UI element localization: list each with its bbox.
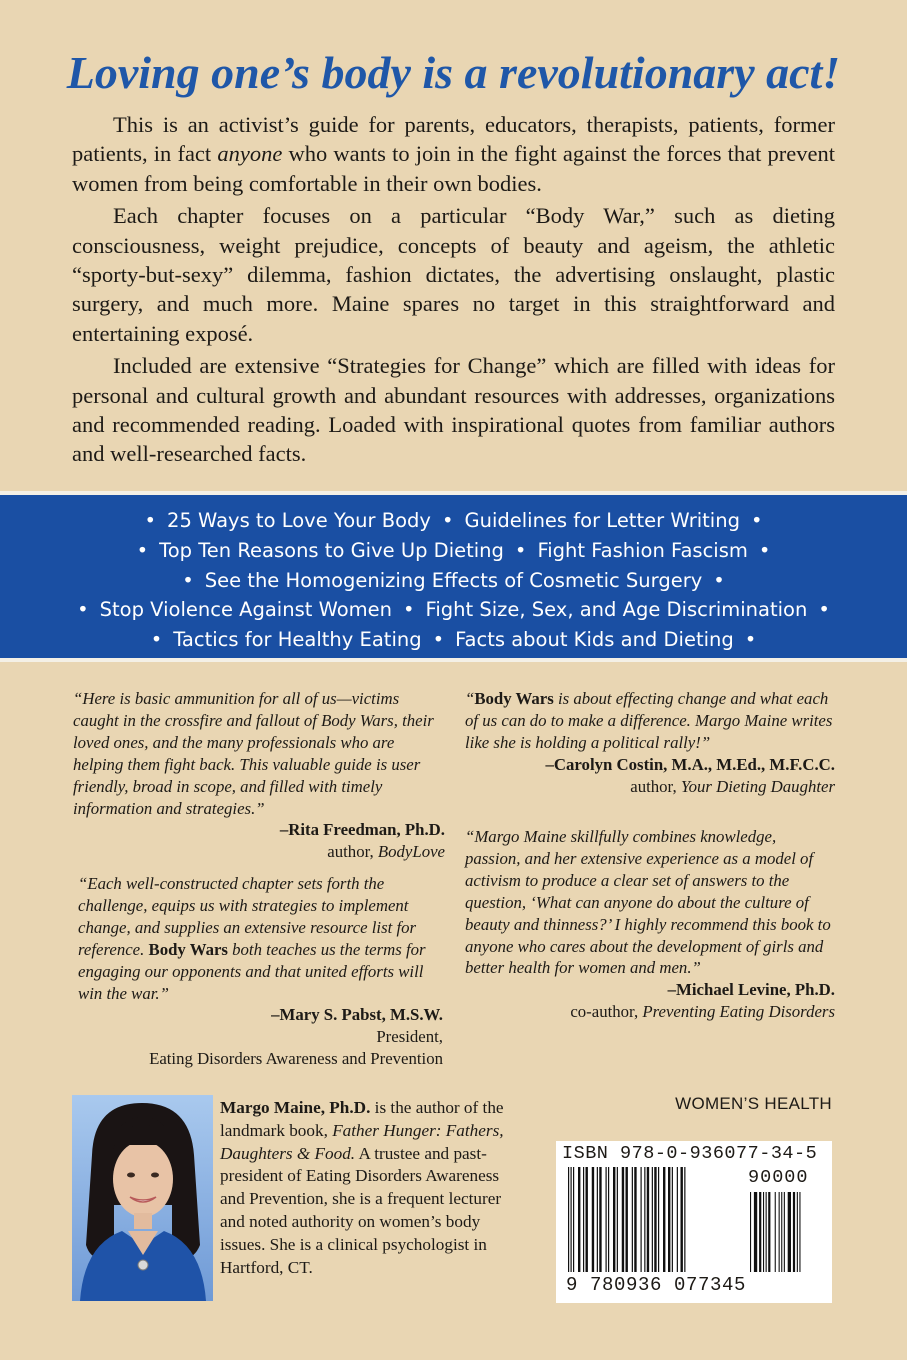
isbn-barcode — [556, 1141, 832, 1303]
features-line: • 25 Ways to Love Your Body • Guidelines for Letter Writing • — [144, 509, 763, 532]
quote-text: “Body Wars is about effecting change and what each of us can do to make a difference. Margo Maine writes like she is holding a political rally!” — [465, 689, 833, 752]
endorsement-costin — [465, 688, 835, 798]
features-line: • Stop Violence Against Women • Fight Size, Sex, and Age Discrimination • — [77, 598, 830, 622]
feature-item: Facts about Kids and Dieting — [455, 628, 734, 652]
feature-item: Top Ten Reasons to Give Up Dieting — [159, 538, 504, 562]
features-band — [0, 491, 907, 662]
quote-text: “Margo Maine skillfully combines knowledge, passion, and her extensive experience as a model of activism to produce a clear set of answers to the question, ‘What can anyone do about the culture of beauty and thinness?’ I highly recommend this book to anyone who cares about the development of girls and better health for women and men.” — [465, 827, 831, 978]
endorsement-levine — [465, 826, 835, 1023]
features-line: • Tactics for Healthy Eating • Facts about Kids and Dieting • — [150, 628, 757, 652]
quote-author: –Mary S. Pabst, M.S.W. — [271, 1005, 443, 1025]
feature-item: Fight Fashion Fascism — [537, 538, 748, 562]
quote-affiliation: Eating Disorders Awareness and Prevention — [149, 1049, 443, 1069]
author-photo — [72, 1095, 213, 1301]
intro-paragraph: Each chapter focuses on a particular “Body War,” such as dieting consciousness, weight prejudice, concepts of beauty and ageism, the athletic “sporty-but-sexy” dilemma, fashion dictates, the advertising onslaught, plastic surgery, and much more. Maine spares no target in this straightforward and entertaining exposé. — [72, 203, 835, 346]
feature-item: Fight Size, Sex, and Age Discrimination — [425, 598, 808, 622]
quote-author: –Rita Freedman, Ph.D. — [279, 820, 445, 840]
author-bio: Margo Maine, Ph.D. is the author of the landmark book, Father Hunger: Fathers, Daughters & Food. A trustee and past-president of Eating Disorders Awareness and Prevention, she is a frequent lecturer and noted authority on women’s body issues. She is a clinical psychologist in Hartford, CT. — [220, 1098, 504, 1277]
intro-paragraph: This is an activist’s guide for parents, educators, therapists, patients, former patients, in fact anyone who wants to join in the fight against the forces that prevent women from being comfortable in their own bodies. — [72, 112, 835, 196]
isbn-text: ISBN 978-0-936077-34-5 — [562, 1143, 818, 1164]
feature-item: 25 Ways to Love Your Body — [167, 509, 431, 532]
feature-item: Stop Violence Against Women — [99, 598, 393, 622]
feature-item: Tactics for Healthy Eating — [173, 628, 422, 652]
quote-text: “Each well-constructed chapter sets forth the challenge, equips us with strategies to implement change, and supplies an extensive resource list for reference. Body Wars both teaches us the terms for engaging our opponents and that united efforts will win the war.” — [78, 874, 426, 1003]
price-code: 90000 — [748, 1167, 809, 1188]
intro-paragraph: Included are extensive “Strategies for Change” which are filled with ideas for personal and cultural growth and abundant resources with addresses, organizations and recommended reading. Loaded with inspirational quotes from familiar authors and well-researched facts. — [72, 353, 835, 467]
endorsement-pabst — [78, 873, 443, 1070]
endorsement-freedman — [73, 688, 445, 863]
quote-affiliation: President, — [376, 1027, 443, 1047]
barcode-number: 9 780936 077345 — [566, 1274, 747, 1296]
quote-affiliation: author, BodyLove — [327, 842, 445, 862]
quote-text: “Here is basic ammunition for all of us—victims caught in the crossfire and fallout of Body Wars, their loved ones, and the many professionals who are helping them fight back. This valuable guide is user friendly, broad in scope, and filled with timely information and strategies.” — [73, 689, 434, 818]
quote-affiliation: author, Your Dieting Daughter — [630, 776, 835, 796]
feature-item: Guidelines for Letter Writing — [464, 509, 740, 532]
intro-text — [72, 110, 835, 472]
feature-item: See the Homogenizing Effects of Cosmetic Surgery — [204, 568, 703, 592]
category-label: WOMEN’S HEALTH — [675, 1094, 832, 1113]
quote-author: –Carolyn Costin, M.A., M.Ed., M.F.C.C. — [545, 754, 835, 774]
features-line: • See the Homogenizing Effects of Cosmetic Surgery • — [182, 568, 725, 592]
quote-affiliation: co-author, Preventing Eating Disorders — [570, 1002, 835, 1022]
quote-author: –Michael Levine, Ph.D. — [667, 980, 835, 1000]
headline: Loving one’s body is a revolutionary act! — [66, 47, 841, 98]
features-line: • Top Ten Reasons to Give Up Dieting • Fight Fashion Fascism • — [136, 538, 771, 562]
